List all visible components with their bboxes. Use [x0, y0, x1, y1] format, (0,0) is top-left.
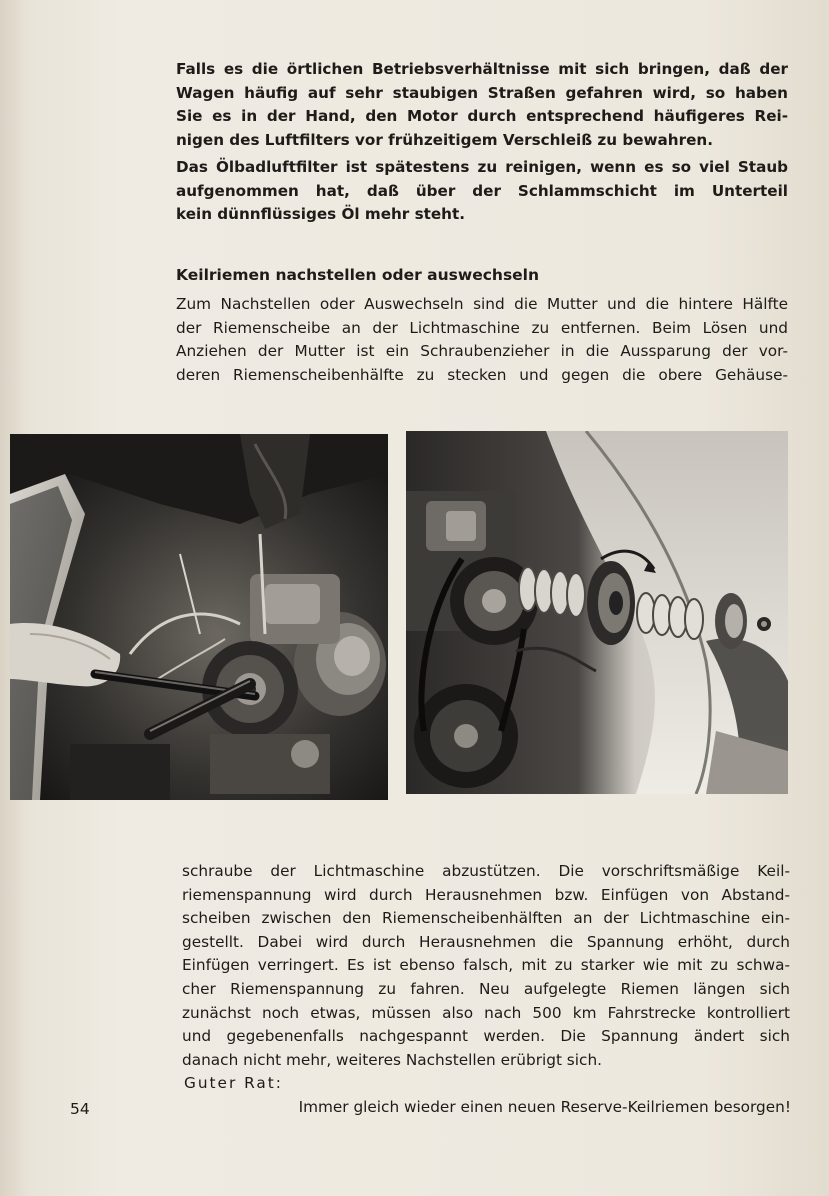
- intro-p1-line-4: nigen des Luftfilters vor frühzeitigem Verschleiß zu bewahren.: [176, 130, 713, 149]
- tip-text: Immer gleich wieder einen neuen Reserve-Keilriemen besorgen!: [298, 1098, 791, 1116]
- intro-p1-line-2: Wagen häufig auf sehr staubigen Straßen gefahren wird, so haben: [176, 83, 788, 102]
- tip-label: Guter Rat:: [184, 1074, 283, 1092]
- body-bottom-line-6: cher Riemenspannung zu fahren. Neu aufgelegte Riemen längen sich: [182, 979, 790, 998]
- page-number: 54: [70, 1100, 90, 1118]
- body-bottom-line-1: schraube der Lichtmaschine abzustützen. Die vorschriftsmäßige Keil-: [182, 862, 790, 880]
- body-top-line-1: Zum Nachstellen oder Auswechseln sind die Mutter und die hintere Hälfte: [176, 295, 788, 313]
- body-bottom-line-2: riemenspannung wird durch Herausnehmen bzw. Einfügen von Abstand-: [182, 885, 790, 904]
- body-top-line-4: deren Riemenscheibenhälfte zu stecken und gegen die obere Gehäuse-: [176, 365, 788, 384]
- section-body-top: [176, 293, 788, 387]
- body-bottom-line-7: zunächst noch etwas, müssen also nach 500 km Fahrstrecke kontrolliert: [182, 1003, 790, 1022]
- intro-p2-line-1: Das Ölbadluftfilter ist spätestens zu reinigen, wenn es so viel Staub: [176, 158, 788, 176]
- intro-p2-line-2: aufgenommen hat, daß über der Schlammschicht im Unterteil: [176, 181, 788, 200]
- section-body-bottom: [182, 860, 790, 1072]
- photo-engine-screwdriver: [10, 434, 388, 800]
- intro-paragraph-2: [176, 156, 788, 227]
- body-bottom-line-5: Einfügen verringert. Es ist ebenso falsch, mit zu starker wie mit zu schwa-: [182, 956, 790, 975]
- body-top-line-2: der Riemenscheibe an der Lichtmaschine zu entfernen. Beim Lösen und: [176, 318, 788, 337]
- body-bottom-line-3: scheiben zwischen den Riemenscheibenhälften an der Lichtmaschine ein-: [182, 909, 790, 928]
- body-top-line-3: Anziehen der Mutter ist ein Schraubenzieher in die Aussparung der vor-: [176, 342, 788, 361]
- photo-pulley-spacers-exploded: [406, 431, 788, 794]
- section-heading: Keilriemen nachstellen oder auswechseln: [176, 266, 540, 284]
- intro-p1-line-3: Sie es in der Hand, den Motor durch entsprechend häufigeres Rei-: [176, 107, 788, 125]
- body-bottom-line-4: gestellt. Dabei wird durch Herausnehmen die Spannung erhöht, durch: [182, 932, 790, 951]
- intro-paragraph-1: [176, 58, 788, 152]
- intro-p1-line-1: Falls es die örtlichen Betriebsverhältnisse mit sich bringen, daß der: [176, 60, 788, 78]
- intro-p2-line-3: kein dünnflüssiges Öl mehr steht.: [176, 205, 466, 223]
- body-bottom-line-8: und gegebenenfalls nachgespannt werden. Die Spannung ändert sich: [182, 1027, 790, 1046]
- body-bottom-line-9: danach nicht mehr, weiteres Nachstellen erübrigt sich.: [182, 1050, 602, 1069]
